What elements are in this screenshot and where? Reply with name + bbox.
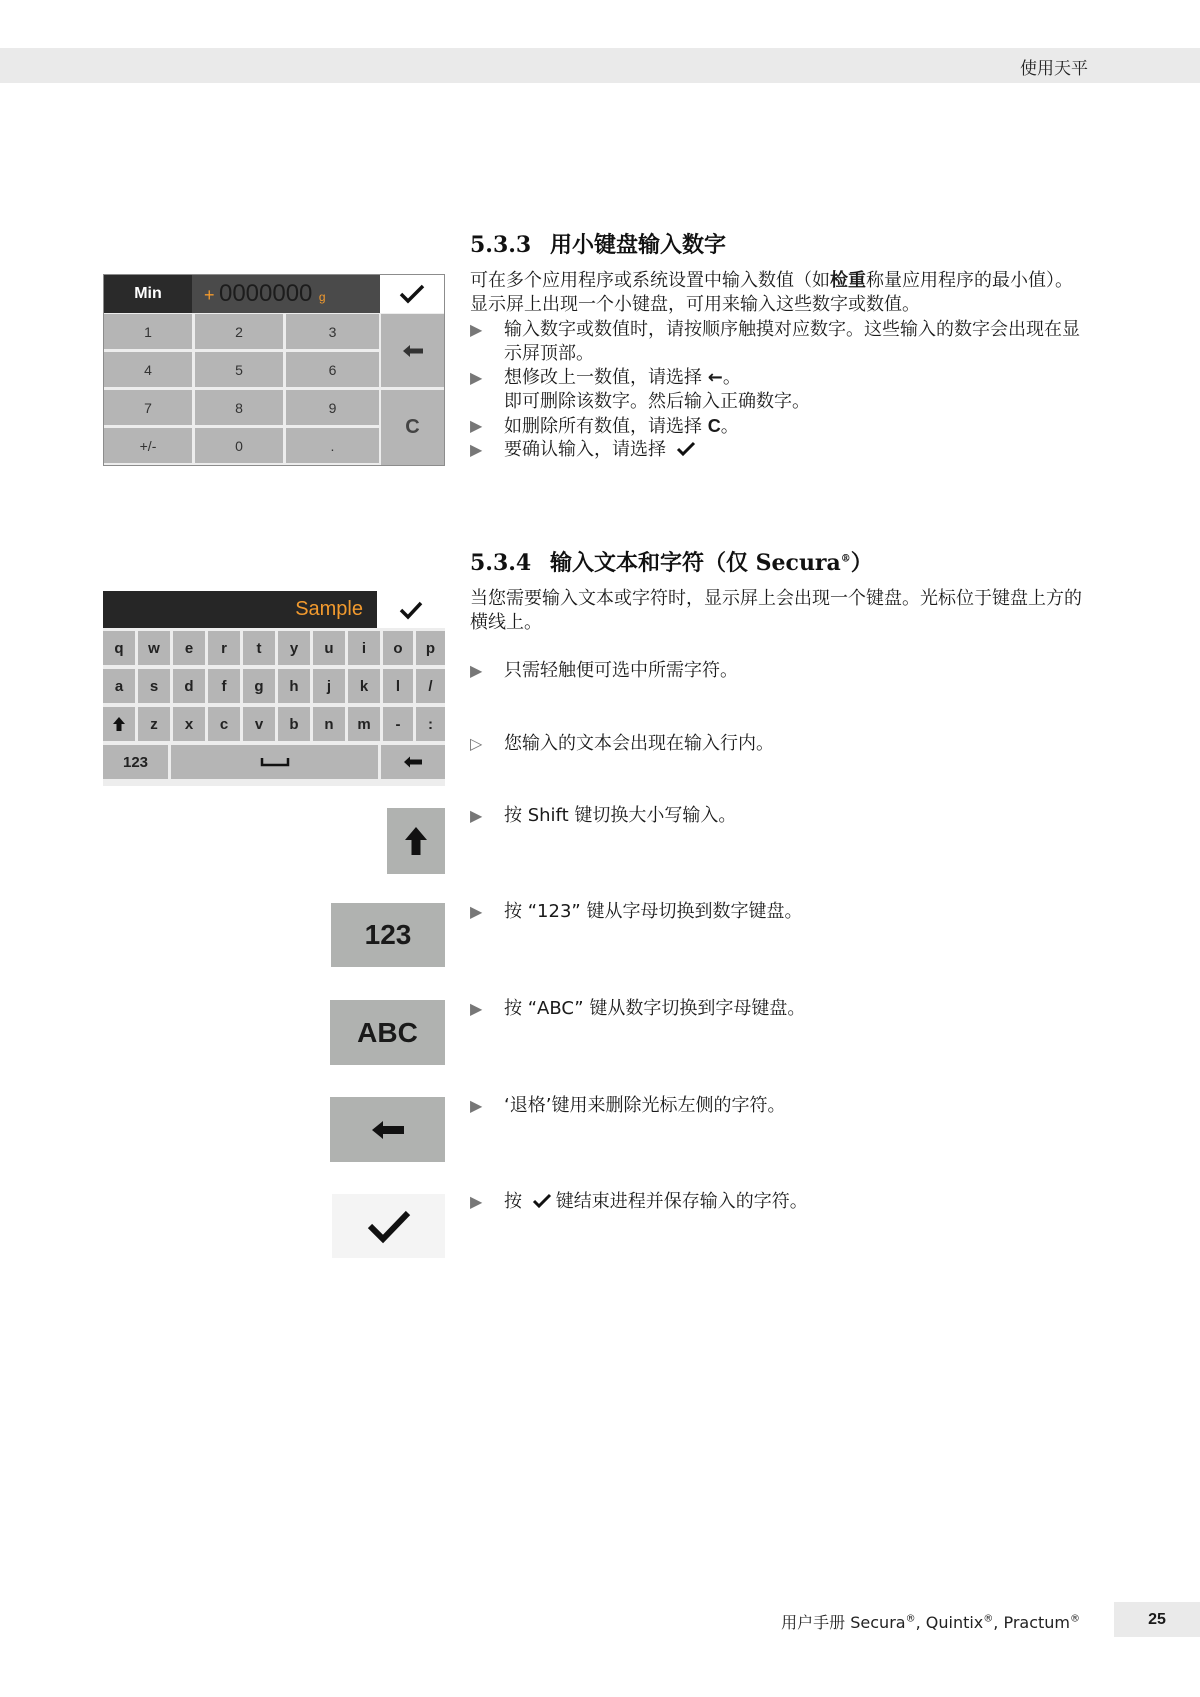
text-keyboard [103, 591, 445, 786]
sign: + [204, 285, 215, 305]
key-colon[interactable]: : [416, 707, 445, 741]
list-item-text: ‘退格’键用来删除光标左侧的字符。 [504, 1095, 786, 1116]
list-item-text: 想修改上一数值，请选择 [504, 367, 702, 388]
key-v[interactable]: v [243, 707, 275, 741]
bullet-marker: ▶ [470, 999, 483, 1018]
key-dash[interactable]: - [383, 707, 413, 741]
intro-bold-term: 检重 [830, 270, 866, 291]
text-input-display: Sample [103, 591, 377, 628]
backspace-button[interactable] [381, 314, 444, 387]
key-y[interactable]: y [278, 631, 310, 665]
intro-text: 横线上。 [470, 612, 542, 633]
list-item-text: 示屏顶部。 [504, 343, 594, 364]
page-number: 25 [1114, 1602, 1200, 1637]
section-title-end: ） [850, 550, 873, 576]
check-icon [676, 441, 696, 457]
intro-text: 显示屏上出现一个小键盘，可用来输入这些数字或数值。 [470, 294, 920, 315]
shift-arrow-icon [112, 716, 126, 732]
list-item-text: 按 “ABC” 键从数字切换到字母键盘。 [504, 998, 806, 1019]
bullet-marker: ▶ [470, 320, 483, 339]
key-c[interactable]: c [208, 707, 240, 741]
key-x[interactable]: x [173, 707, 205, 741]
list-item [470, 414, 1160, 438]
key-h[interactable]: h [278, 669, 310, 703]
key-s[interactable]: s [138, 669, 170, 703]
key-l[interactable]: l [383, 669, 413, 703]
bullet-marker: ▶ [470, 1192, 483, 1211]
check-icon [532, 1193, 552, 1209]
check-icon [398, 600, 424, 620]
registered-mark: ® [905, 1613, 916, 1625]
backspace-key[interactable] [381, 745, 445, 779]
numeric-keypad [103, 274, 445, 466]
section-534-heading [470, 546, 873, 577]
confirm-button[interactable] [377, 591, 445, 628]
list-item-text: 输入数字或数值时，请按顺序触摸对应数字。这些输入的数字会出现在显 [504, 319, 1080, 340]
key-e[interactable]: e [173, 631, 205, 665]
list-item-text: 要确认输入，请选择 [504, 439, 666, 460]
key-plus-minus[interactable]: +/- [104, 428, 192, 463]
list-item-text: 如删除所有数值，请选择 [504, 416, 702, 437]
registered-mark: ® [840, 553, 851, 565]
key-6[interactable]: 6 [286, 352, 379, 387]
backspace-arrow-icon [401, 343, 425, 359]
key-7[interactable]: 7 [104, 390, 192, 425]
key-p[interactable]: p [416, 631, 445, 665]
list-item-text: 键结束进程并保存输入的字符。 [555, 1191, 808, 1212]
key-3[interactable]: 3 [286, 314, 379, 349]
check-icon [365, 1208, 413, 1244]
key-4[interactable]: 4 [104, 352, 192, 387]
list-item-text: 按 Shift 键切换大小写输入。 [504, 805, 737, 826]
key-b[interactable]: b [278, 707, 310, 741]
section-title: 输入文本和字符（仅 Secura [550, 550, 841, 576]
section-number: 5.3.3 [470, 232, 532, 258]
key-0[interactable]: 0 [195, 428, 283, 463]
key-k[interactable]: k [348, 669, 380, 703]
registered-mark: ® [983, 1613, 994, 1625]
bullet-marker: ▶ [470, 416, 483, 435]
key-j[interactable]: j [313, 669, 345, 703]
intro-text: 当您需要输入文本或字符时，显示屏上会出现一个键盘。光标位于键盘上方的 [470, 588, 1082, 609]
key-u[interactable]: u [313, 631, 345, 665]
footer-text: , Quintix [915, 1613, 984, 1632]
key-2[interactable]: 2 [195, 314, 283, 349]
key-d[interactable]: d [173, 669, 205, 703]
key-m[interactable]: m [348, 707, 380, 741]
footer-manual-title [781, 1610, 1080, 1633]
shift-arrow-icon [403, 825, 429, 857]
shift-key[interactable] [103, 707, 135, 741]
key-o[interactable]: o [383, 631, 413, 665]
key-w[interactable]: w [138, 631, 170, 665]
space-bar-icon [260, 756, 290, 768]
section-title: 用小键盘输入数字 [550, 232, 727, 258]
unit: g [318, 290, 326, 304]
key-a[interactable]: a [103, 669, 135, 703]
list-item-text: 只需轻触便可选中所需字符。 [504, 660, 738, 681]
footer-text: 用户手册 Secura [781, 1613, 906, 1632]
list-item-text: 您输入的文本会出现在输入行内。 [504, 733, 774, 754]
section-534-intro [470, 587, 1160, 635]
list-item [470, 1190, 1160, 1214]
key-t[interactable]: t [243, 631, 275, 665]
numeric-toggle-key[interactable]: 123 [103, 745, 168, 779]
result-marker: ▷ [470, 734, 483, 753]
list-item [470, 997, 1160, 1021]
list-item-text: 按 “123” 键从字母切换到数字键盘。 [504, 901, 803, 922]
intro-text: 称量应用程序的最小值）。 [866, 270, 1073, 291]
key-n[interactable]: n [313, 707, 345, 741]
backspace-arrow-icon [402, 755, 424, 769]
list-item [470, 732, 1160, 756]
key-q[interactable]: q [103, 631, 135, 665]
key-z[interactable]: z [138, 707, 170, 741]
list-item [470, 318, 1160, 366]
list-item-text: 即可删除该数字。然后输入正确数字。 [504, 391, 810, 412]
list-item [470, 1094, 1160, 1118]
key-5[interactable]: 5 [195, 352, 283, 387]
key-f[interactable]: f [208, 669, 240, 703]
backspace-key-large [330, 1097, 445, 1162]
shift-key-large [387, 808, 445, 874]
bullet-marker: ▶ [470, 368, 483, 387]
key-decimal[interactable]: . [286, 428, 379, 463]
key-1[interactable]: 1 [104, 314, 192, 349]
key-8[interactable]: 8 [195, 390, 283, 425]
confirm-key-large [332, 1194, 445, 1258]
list-item [470, 804, 1160, 828]
bullet-marker: ▶ [470, 806, 483, 825]
backspace-arrow-glyph: ← [707, 367, 723, 388]
list-item [470, 659, 1160, 683]
key-slash[interactable]: / [416, 669, 445, 703]
key-i[interactable]: i [348, 631, 380, 665]
space-key[interactable] [171, 745, 378, 779]
list-item-text: 按 [504, 1191, 522, 1212]
list-item [470, 366, 1160, 414]
clear-button[interactable]: C [381, 390, 444, 465]
mode-label: Min [104, 275, 192, 313]
key-g[interactable]: g [243, 669, 275, 703]
bullet-marker: ▶ [470, 661, 483, 680]
key-r[interactable]: r [208, 631, 240, 665]
check-icon [398, 283, 426, 305]
value-text: 0000000 [218, 280, 313, 307]
confirm-button[interactable] [380, 275, 444, 313]
alpha-toggle-key-large: ABC [330, 1000, 445, 1065]
intro-text: 可在多个应用程序或系统设置中输入数值（如 [470, 270, 830, 291]
backspace-arrow-icon [370, 1119, 406, 1141]
bullet-marker: ▶ [470, 440, 483, 459]
list-item-text: 。 [722, 367, 741, 388]
header-title: 使用天平 [1020, 59, 1088, 79]
list-item [470, 900, 1160, 924]
list-item-text: 。 [720, 416, 739, 437]
section-533-heading [470, 228, 726, 259]
numeric-toggle-key-large: 123 [331, 903, 445, 967]
list-item [470, 438, 1160, 462]
registered-mark: ® [1070, 1613, 1080, 1625]
section-533-intro [470, 269, 1160, 317]
key-9[interactable]: 9 [286, 390, 379, 425]
value-display [192, 275, 380, 313]
clear-key-label: C [707, 416, 721, 436]
bullet-marker: ▶ [470, 1096, 483, 1115]
bullet-marker: ▶ [470, 902, 483, 921]
section-number: 5.3.4 [470, 550, 532, 576]
footer-text: , Practum [993, 1613, 1070, 1632]
